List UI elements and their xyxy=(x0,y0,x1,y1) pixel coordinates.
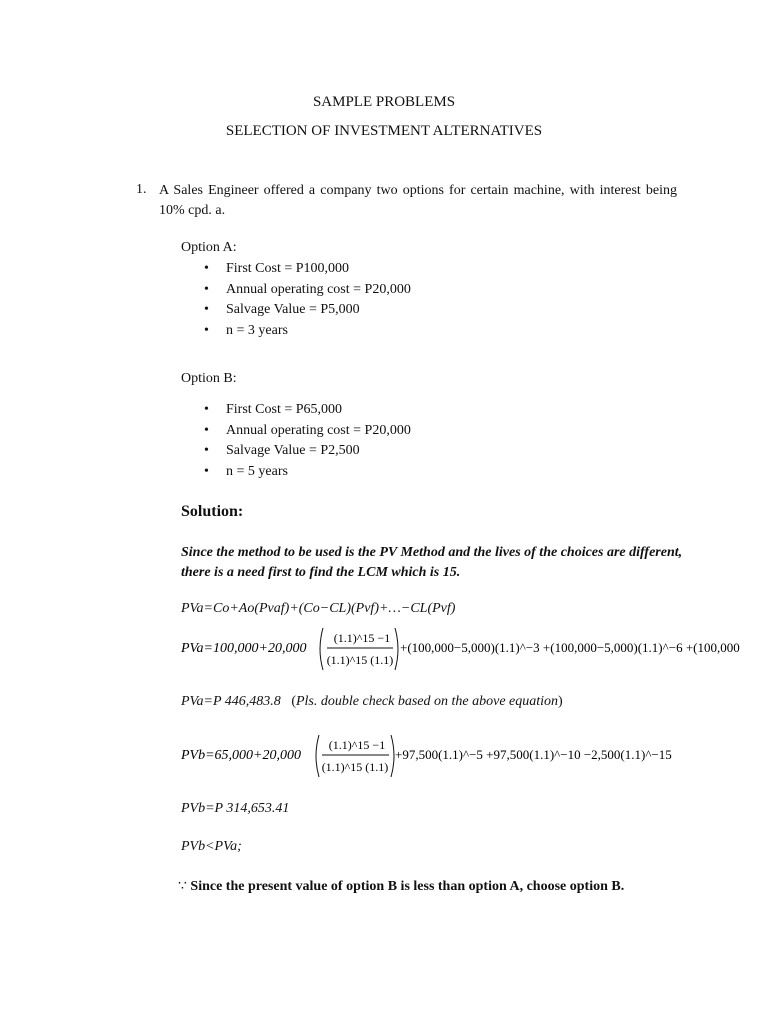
option-a-list xyxy=(204,259,411,341)
pvb-result: PVb=P 314,653.41 xyxy=(181,801,290,816)
list-item: • Annual operating cost = P20,000 xyxy=(204,421,411,442)
right-paren-icon xyxy=(395,628,398,670)
equation-pvb-tail: +97,500(1.1)^−5 +97,500(1.1)^−10 −2,500(1.1)^−15 xyxy=(395,747,672,762)
equation-pva-prefix: PVa=100,000+20,000 xyxy=(181,641,307,656)
conclusion-line xyxy=(178,878,624,895)
page-subtitle: SELECTION OF INVESTMENT ALTERNATIVES xyxy=(225,123,543,139)
left-paren-icon xyxy=(320,628,323,670)
equation-pva-tail: +(100,000−5,000)(1.1)^−3 +(100,000−5,000)(1.1)^−6 +(100,000 xyxy=(400,640,740,655)
solution-heading: Solution: xyxy=(181,503,244,520)
option-b-list xyxy=(204,400,411,482)
equation-pvb-numerator: (1.1)^15 −1 xyxy=(328,738,386,752)
conclusion-text: Since the present value of option B is less than option A, choose option B. xyxy=(190,879,625,894)
list-item: • First Cost = P65,000 xyxy=(204,400,411,421)
pva-note: Pls. double check based on the above equation xyxy=(295,694,559,709)
equation-general xyxy=(181,601,455,617)
problem-number: 1. xyxy=(136,182,147,197)
equation-general-text: PVa=Co+Ao(Pvaf)+(Co−CL)(Pvf)+…−CL(Pvf) xyxy=(181,601,456,616)
list-item: • Salvage Value = P2,500 xyxy=(204,441,411,462)
pva-result: PVa=P 446,483.8 xyxy=(181,694,281,709)
left-paren-icon xyxy=(316,735,319,777)
problem-text: A Sales Engineer offered a company two options for certain machine, with interest being 10% cpd. a. xyxy=(159,183,677,218)
list-item: • Annual operating cost = P20,000 xyxy=(204,280,411,301)
equation-pvb xyxy=(181,731,768,781)
right-paren-icon xyxy=(391,735,394,777)
equation-pva-denominator: (1.1)^15 (1.1) xyxy=(326,653,394,667)
therefore-icon: ∵ xyxy=(178,879,187,894)
equation-pva xyxy=(181,624,768,674)
option-a-label: Option A: xyxy=(181,240,237,255)
list-item: • n = 3 years xyxy=(204,321,411,342)
equation-pvb-prefix: PVb=65,000+20,000 xyxy=(181,748,301,763)
pva-result-line: PVa=P 446,483.8 (Pls. double check based on the above equation) xyxy=(181,694,563,709)
equation-pva-numerator: (1.1)^15 −1 xyxy=(333,631,391,645)
solution-note: Since the method to be used is the PV Method and the lives of the choices are different, there is a need first to find the LCM which is 15. xyxy=(181,545,683,580)
equation-pva-svg xyxy=(181,624,768,674)
equation-pvb-svg xyxy=(181,731,768,781)
list-item: • n = 5 years xyxy=(204,462,411,483)
list-item: • Salvage Value = P5,000 xyxy=(204,300,411,321)
comparison: PVb<PVa; xyxy=(181,839,242,854)
list-item: • First Cost = P100,000 xyxy=(204,259,411,280)
page-title: SAMPLE PROBLEMS xyxy=(312,94,456,110)
option-b-label: Option B: xyxy=(181,371,237,386)
equation-pvb-denominator: (1.1)^15 (1.1) xyxy=(321,760,389,774)
